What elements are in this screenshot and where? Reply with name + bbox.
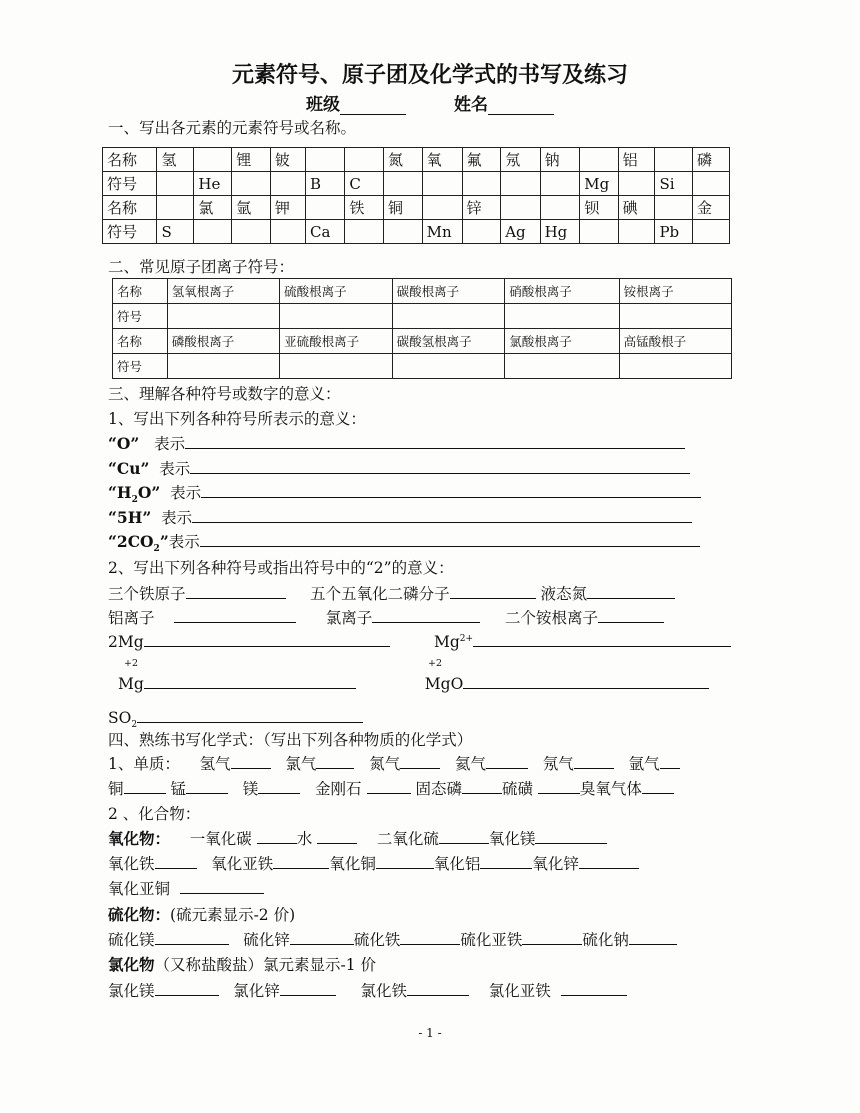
answer-blank[interactable] <box>174 607 296 623</box>
answer-blank[interactable] <box>450 583 536 599</box>
radical-table-cell: 亚硫酸根离子 <box>280 329 393 354</box>
element-table-cell: 铜 <box>383 196 422 220</box>
radical-table-cell: 碳酸根离子 <box>392 279 505 304</box>
answer-blank[interactable] <box>598 607 664 623</box>
student-info <box>0 90 860 115</box>
radical-table-row <box>113 304 732 329</box>
radical-table-cell[interactable] <box>619 354 731 379</box>
radical-table-row-label: 名称 <box>113 279 168 304</box>
element-table-cell[interactable] <box>540 172 580 196</box>
radical-table-row <box>113 354 732 379</box>
element-table-cell: C <box>345 172 384 196</box>
radical-table-row <box>113 329 732 354</box>
answer-blank[interactable] <box>629 929 677 945</box>
answer-blank[interactable] <box>231 753 271 769</box>
radical-table-cell[interactable] <box>392 304 505 329</box>
element-table-cell[interactable] <box>693 220 730 244</box>
radical-table-cell[interactable] <box>280 304 393 329</box>
element-table <box>102 147 730 244</box>
answer-blank[interactable] <box>587 583 675 599</box>
answer-blank[interactable] <box>372 607 480 623</box>
element-table-cell[interactable] <box>306 148 345 172</box>
radical-table-cell: 磷酸根离子 <box>167 329 279 354</box>
element-table-cell[interactable] <box>232 220 271 244</box>
answer-blank[interactable] <box>280 980 336 996</box>
element-table-cell: Mn <box>422 220 462 244</box>
sulfides-heading: 硫化物：(硫元素显示-2 价) <box>108 905 296 924</box>
q2-row3: 2Mg $Mg^{2+}$ <box>108 631 731 651</box>
chlorides-row: 氯化镁 氯化锌 氯化铁 氯化亚铁 <box>108 979 627 1001</box>
answer-blank[interactable] <box>180 878 264 894</box>
element-table-row-label: 名称 <box>103 196 157 220</box>
element-table-cell: 碘 <box>618 196 655 220</box>
element-table-cell[interactable] <box>693 172 730 196</box>
answer-blank[interactable] <box>439 828 489 844</box>
symbol-5h-row: “5H” 表示 <box>108 506 692 528</box>
answer-blank[interactable] <box>376 853 434 869</box>
element-table-cell: 氧 <box>422 148 462 172</box>
answer-blank[interactable] <box>273 853 329 869</box>
compounds-heading: 2 、化合物： <box>108 805 201 823</box>
element-table-cell: He <box>194 172 232 196</box>
class-blank[interactable] <box>340 98 406 115</box>
element-table-cell: 氢 <box>157 148 194 172</box>
element-table-cell[interactable] <box>422 172 462 196</box>
element-table-cell: 氩 <box>232 196 271 220</box>
element-table-cell: B <box>306 172 345 196</box>
q2-heading: 2、写出下列各种符号或指出符号中的“2”的意义： <box>108 559 454 577</box>
answer-blank[interactable] <box>185 433 685 449</box>
radical-table-cell: 氢氧根离子 <box>167 279 279 304</box>
answer-blank[interactable] <box>463 673 709 689</box>
radical-table-row-label: 符号 <box>113 304 168 329</box>
page-number: - 1 - <box>418 1026 442 1040</box>
q2-row2: 铝离子 氯离子 二个铵根离子 <box>108 606 664 628</box>
element-table-cell[interactable] <box>383 220 422 244</box>
answer-blank[interactable] <box>535 828 607 844</box>
answer-blank[interactable] <box>290 929 354 945</box>
radical-table-cell: 氯酸根离子 <box>505 329 619 354</box>
answer-blank[interactable] <box>200 531 700 547</box>
elements-row1: 1、单质： 氢气 氯气 氮气 氦气 氖气 氩气 <box>108 752 680 774</box>
q1-heading: 1、写出下列各种符号所表示的意义： <box>108 410 366 428</box>
radical-table-cell[interactable] <box>619 304 731 329</box>
radical-table-cell[interactable] <box>505 354 619 379</box>
element-table-cell[interactable] <box>618 220 655 244</box>
valence-mark-mg: +2 <box>124 658 139 669</box>
element-table-row-label: 符号 <box>103 220 157 244</box>
name-label: 姓名 <box>454 95 488 115</box>
section3-heading: 三、理解各种符号或数字的意义： <box>108 385 341 403</box>
section4-heading: 四、熟练书写化学式：（写出下列各种物质的化学式） <box>108 731 473 749</box>
answer-blank[interactable] <box>201 482 701 498</box>
element-table-cell[interactable] <box>655 148 693 172</box>
radical-table-cell: 铵根离子 <box>619 279 731 304</box>
radical-table-row-label: 符号 <box>113 354 168 379</box>
element-table-cell: 金 <box>693 196 730 220</box>
answer-blank[interactable] <box>258 778 300 794</box>
radical-table-row-label: 名称 <box>113 329 168 354</box>
element-table-row <box>103 172 730 196</box>
element-table-cell[interactable] <box>618 172 655 196</box>
chlorides-heading: 氯化物（又称盐酸盐）氯元素显示-1 价 <box>108 955 377 974</box>
elements-row2: 铜 锰 镁 金刚石 固态磷 硫磺 臭氧气体 <box>108 777 674 799</box>
element-table-cell[interactable] <box>540 196 580 220</box>
answer-blank[interactable] <box>316 753 354 769</box>
element-table-cell[interactable] <box>345 148 384 172</box>
q2-row5: $SO_2$ <box>108 707 363 730</box>
element-table-cell[interactable] <box>157 196 194 220</box>
element-table-cell[interactable] <box>194 220 232 244</box>
sulfides-row: 硫化镁 硫化锌 硫化铁 硫化亚铁 硫化钠 <box>108 928 677 950</box>
element-table-cell: 钾 <box>270 196 305 220</box>
answer-blank[interactable] <box>192 507 692 523</box>
element-table-row-label: 名称 <box>103 148 157 172</box>
radical-table-cell[interactable] <box>392 354 505 379</box>
radical-table-cell[interactable] <box>167 304 279 329</box>
answer-blank[interactable] <box>400 929 460 945</box>
element-table-cell: 铍 <box>270 148 305 172</box>
element-table-cell[interactable] <box>655 196 693 220</box>
answer-blank[interactable] <box>574 753 614 769</box>
element-table-cell: 钡 <box>580 196 618 220</box>
element-table-cell: Ca <box>306 220 345 244</box>
answer-blank[interactable] <box>144 673 356 689</box>
q2-row1: 三个铁原子 五个五氧化二磷分子 液态氮 <box>108 582 675 604</box>
answer-blank[interactable] <box>462 778 502 794</box>
answer-blank[interactable] <box>367 778 411 794</box>
answer-blank[interactable] <box>137 707 363 723</box>
section2-heading: 二、常见原子团离子符号： <box>108 258 295 276</box>
symbol-2co2-row: “$2CO_2$”表示 <box>108 530 700 554</box>
answer-blank[interactable] <box>190 458 690 474</box>
element-table-cell: Hg <box>540 220 580 244</box>
answer-blank[interactable] <box>480 853 532 869</box>
class-label: 班级 <box>306 95 340 115</box>
answer-blank[interactable] <box>486 753 528 769</box>
answer-blank[interactable] <box>257 828 297 844</box>
name-blank[interactable] <box>488 98 554 115</box>
answer-blank[interactable] <box>561 980 627 996</box>
element-table-cell: Ag <box>501 220 540 244</box>
answer-blank[interactable] <box>473 631 731 647</box>
element-table-cell: 氟 <box>462 148 501 172</box>
element-table-cell[interactable] <box>462 172 501 196</box>
element-table-cell[interactable] <box>270 172 305 196</box>
answer-blank[interactable] <box>317 828 357 844</box>
element-table-cell: 锌 <box>462 196 501 220</box>
element-table-row-label: 符号 <box>103 172 157 196</box>
radical-table-cell: 碳酸氢根离子 <box>392 329 505 354</box>
oxides-row3: 氧化亚铜 <box>108 877 264 899</box>
element-table-cell: 铝 <box>618 148 655 172</box>
element-table-row <box>103 196 730 220</box>
radical-table-cell: 硫酸根离子 <box>280 279 393 304</box>
element-table-cell: 氯 <box>194 196 232 220</box>
element-table-cell[interactable] <box>270 220 305 244</box>
element-table-row <box>103 220 730 244</box>
section1-heading: 一、写出各元素的元素符号或名称。 <box>108 119 357 137</box>
element-table-cell[interactable] <box>383 172 422 196</box>
radical-table-cell[interactable] <box>505 304 619 329</box>
answer-blank[interactable] <box>124 778 166 794</box>
element-table-cell: 氮 <box>383 148 422 172</box>
q2-row4: Mg MgO <box>118 673 709 693</box>
symbol-h2o-row: “$H_2O$” 表示 <box>108 481 701 505</box>
page-title: 元素符号、原子团及化学式的书写及练习 <box>231 63 628 88</box>
radical-table-cell[interactable] <box>167 354 279 379</box>
element-table-cell: S <box>157 220 194 244</box>
radical-table-row <box>113 279 732 304</box>
oxides-row1: 氧化物： 一氧化碳 水 二氧化硫 氧化镁 <box>108 827 607 849</box>
answer-blank[interactable] <box>155 980 219 996</box>
element-table-cell: Pb <box>655 220 693 244</box>
element-table-cell[interactable] <box>462 220 501 244</box>
element-table-cell[interactable] <box>345 220 384 244</box>
answer-blank[interactable] <box>186 583 286 599</box>
element-table-cell: Mg <box>580 172 618 196</box>
element-table-cell[interactable] <box>580 148 618 172</box>
answer-blank[interactable] <box>407 980 469 996</box>
element-table-cell[interactable] <box>306 196 345 220</box>
answer-blank[interactable] <box>144 631 390 647</box>
symbol-o-row: “O” 表示 <box>108 432 685 454</box>
oxides-row2: 氧化铁 氧化亚铁 氧化铜 氧化铝 氧化锌 <box>108 852 639 874</box>
radical-table-cell: 高锰酸根子 <box>619 329 731 354</box>
element-table-cell[interactable] <box>194 148 232 172</box>
answer-blank[interactable] <box>155 853 197 869</box>
element-table-cell[interactable] <box>232 172 271 196</box>
answer-blank[interactable] <box>186 778 228 794</box>
valence-mark-mgo: +2 <box>428 658 443 669</box>
element-table-row <box>103 148 730 172</box>
radical-table-cell[interactable] <box>280 354 393 379</box>
element-table-cell: 铁 <box>345 196 384 220</box>
element-table-cell: 氖 <box>501 148 540 172</box>
element-table-cell: 钠 <box>540 148 580 172</box>
element-table-cell[interactable] <box>501 172 540 196</box>
element-table-cell: 锂 <box>232 148 271 172</box>
element-table-cell: 磷 <box>693 148 730 172</box>
answer-blank[interactable] <box>400 753 440 769</box>
answer-blank[interactable] <box>155 929 229 945</box>
element-table-cell: Si <box>655 172 693 196</box>
answer-blank[interactable] <box>522 929 582 945</box>
answer-blank[interactable] <box>579 853 639 869</box>
element-table-cell[interactable] <box>501 196 540 220</box>
answer-blank[interactable] <box>538 778 580 794</box>
element-table-cell[interactable] <box>422 196 462 220</box>
element-table-cell[interactable] <box>157 172 194 196</box>
symbol-cu-row: “Cu” 表示 <box>108 457 690 479</box>
answer-blank[interactable] <box>660 753 680 769</box>
answer-blank[interactable] <box>642 778 674 794</box>
radical-ion-table <box>112 278 732 379</box>
element-table-cell[interactable] <box>580 220 618 244</box>
radical-table-cell: 硝酸根离子 <box>505 279 619 304</box>
